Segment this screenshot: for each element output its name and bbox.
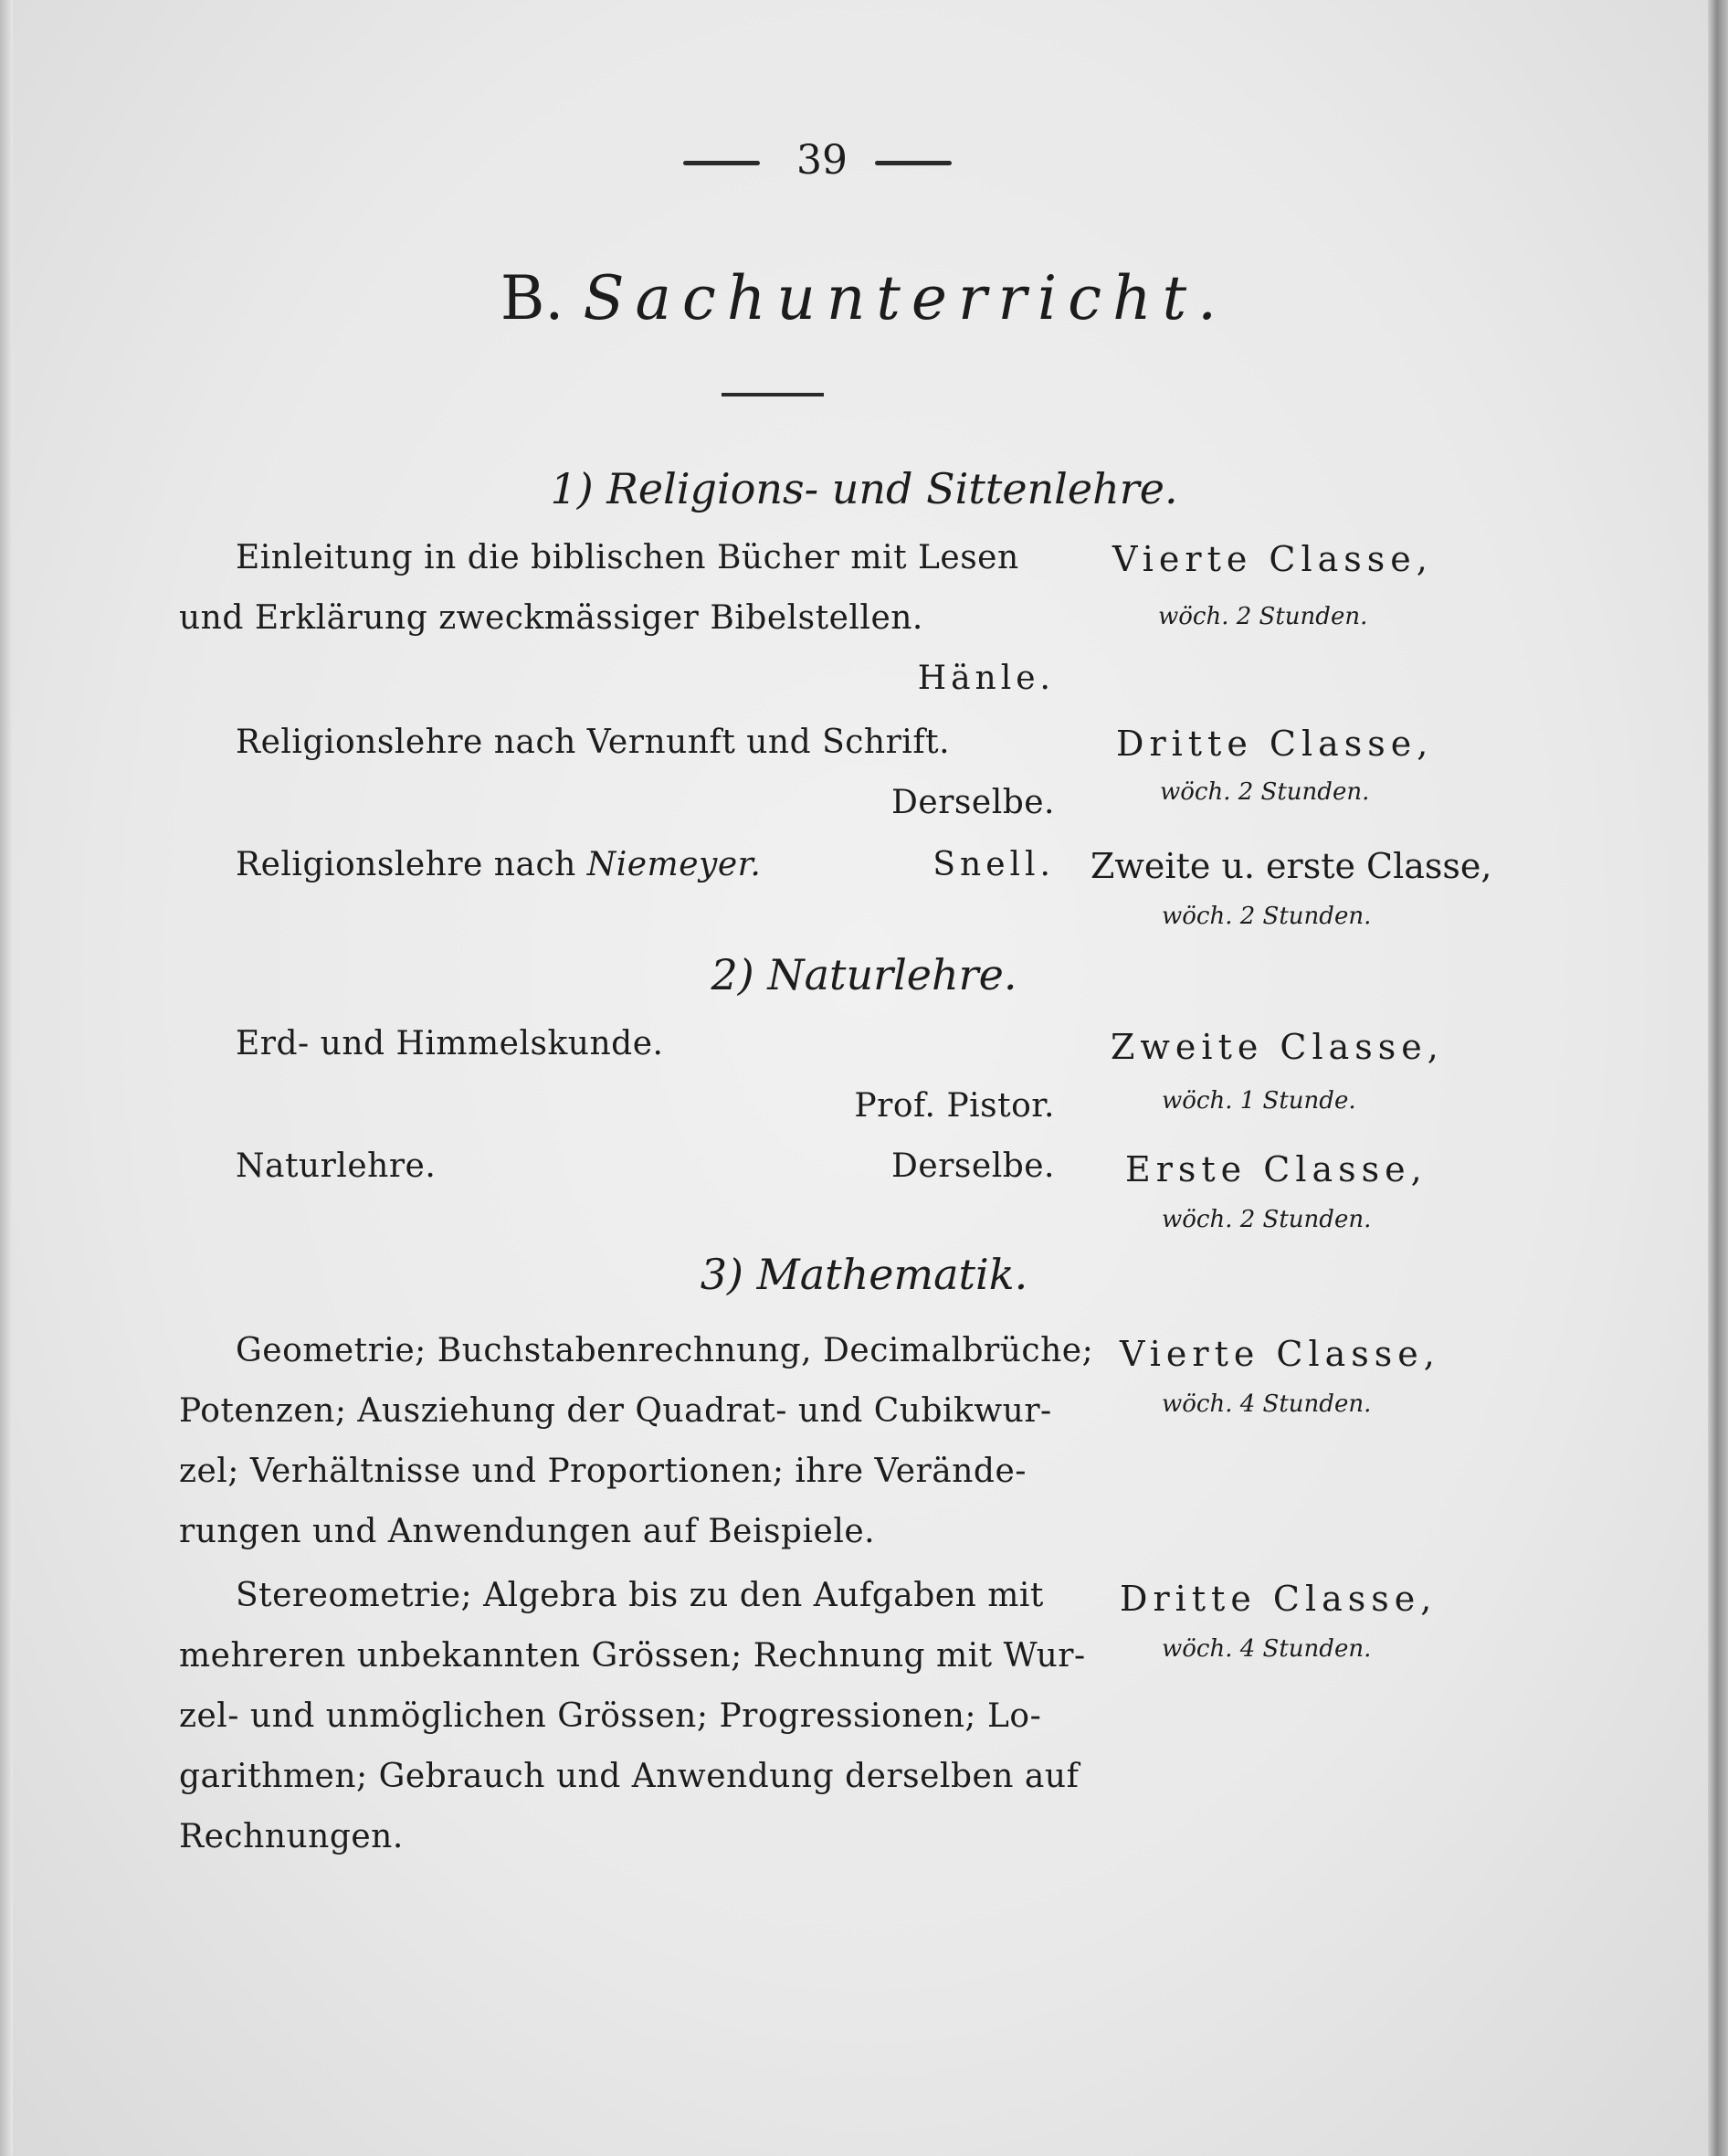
class-label: Erste Classe, xyxy=(1125,1149,1428,1189)
entry-text-prefix: Religionslehre nach xyxy=(236,846,587,883)
entry-text-line: Erd- und Himmelskunde. xyxy=(236,1025,664,1062)
hours-label: wöch. 2 Stunden. xyxy=(1160,778,1370,806)
hours-label: wöch. 1 Stunde. xyxy=(1162,1087,1356,1115)
section-heading-religion: 1) Religions- und Sittenlehre. xyxy=(550,464,1178,513)
entry-text-line: Einleitung in die biblischen Bücher mit Lesen xyxy=(236,539,1019,576)
class-label: Dritte Classe, xyxy=(1116,724,1434,764)
entry-text-line: Potenzen; Ausziehung der Quadrat- und Cubikwur- xyxy=(179,1392,1052,1430)
teacher-name: Snell. xyxy=(932,846,1055,883)
book-spine-edge xyxy=(1708,0,1728,2156)
class-label: Dritte Classe, xyxy=(1120,1579,1438,1619)
title-letter: B. xyxy=(500,263,564,333)
entry-text-italic: Niemeyer. xyxy=(586,846,762,883)
hours-label: wöch. 4 Stunden. xyxy=(1162,1390,1372,1418)
hours-label: wöch. 2 Stunden. xyxy=(1162,1206,1372,1233)
teacher-name: Prof. Pistor. xyxy=(854,1087,1055,1125)
teacher-name: Derselbe. xyxy=(891,784,1055,821)
page-number: 39 xyxy=(796,137,848,184)
entry-text-line: Religionslehre nach Vernunft und Schrift. xyxy=(236,724,951,761)
title-rule xyxy=(722,393,824,396)
entry-text-line: rungen und Anwendungen auf Beispiele. xyxy=(179,1513,876,1550)
hours-label: wöch. 4 Stunden. xyxy=(1162,1635,1372,1663)
teacher-name: Derselbe. xyxy=(891,1147,1055,1185)
title-text: Sachunterricht. xyxy=(583,263,1228,333)
class-label: Zweite Classe, xyxy=(1111,1027,1444,1067)
hours-label: wöch. 2 Stunden. xyxy=(1158,603,1368,630)
class-label: Vierte Classe, xyxy=(1112,539,1433,579)
teacher-name: Hänle. xyxy=(917,660,1055,697)
hours-label: wöch. 2 Stunden. xyxy=(1162,903,1372,930)
entry-text-line: Rechnungen. xyxy=(179,1818,404,1855)
page-title xyxy=(365,263,1363,333)
entry-text-line: Naturlehre. xyxy=(236,1147,437,1185)
class-label: Zweite u. erste Classe, xyxy=(1091,846,1492,886)
entry-text-line: zel; Verhältnisse und Proportionen; ihre Verände- xyxy=(179,1453,1027,1490)
entry-text-line: Stereometrie; Algebra bis zu den Aufgaben mit xyxy=(236,1577,1044,1614)
entry-text-line: und Erklärung zweckmässiger Bibelstellen. xyxy=(179,599,923,637)
class-label: Vierte Classe, xyxy=(1120,1334,1440,1374)
entry-text-line: zel- und unmöglichen Grössen; Progressionen; Lo- xyxy=(179,1697,1042,1735)
entry-text-line: Geometrie; Buchstabenrechnung, Decimalbrüche; xyxy=(236,1332,1094,1369)
page-left-edge xyxy=(0,0,13,2156)
section-heading-mathematik: 3) Mathematik. xyxy=(700,1250,1028,1299)
page-number-rule-right xyxy=(875,161,952,165)
page-number-rule-left xyxy=(683,161,760,165)
entry-text-line: garithmen; Gebrauch und Anwendung derselben auf xyxy=(179,1758,1080,1795)
entry-text-line: mehreren unbekannten Grössen; Rechnung mit Wur- xyxy=(179,1637,1086,1675)
section-heading-naturlehre: 2) Naturlehre. xyxy=(711,950,1017,999)
